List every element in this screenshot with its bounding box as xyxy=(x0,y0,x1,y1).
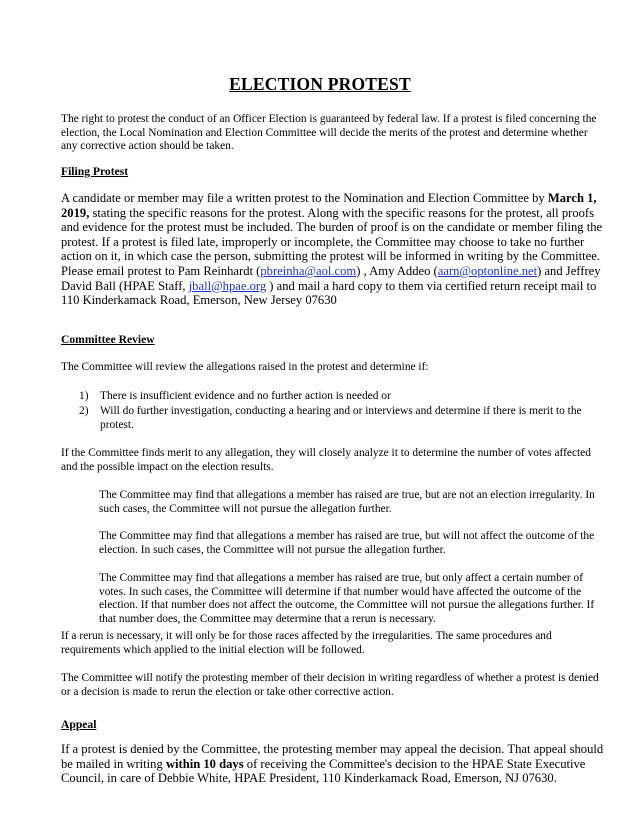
filing-deadline: March 1, 2019, xyxy=(61,191,597,220)
case-paragraph: The Committee may find that allegations a member has raised are true, but are not an election irregularity. In such cases, the Committee will not pursue the allegation further. xyxy=(99,489,595,515)
intro-paragraph: The right to protest the conduct of an Officer Election is guaranteed by federal law. If a protest is filed concerning the election, the Local Nomination and Election Committee will decide the merits of the protest and determine whether any corrective action should be taken. xyxy=(61,113,597,153)
filing-text-1: A candidate or member may file a written protest to the Nomination and Election Committee by xyxy=(61,191,548,205)
filing-protest-paragraph xyxy=(61,191,609,308)
list-number: 2) xyxy=(79,405,89,417)
list-item xyxy=(79,405,604,433)
email-link-pam[interactable]: pbreinha@aol.com xyxy=(260,263,357,278)
appeal-text-1: If a protest is denied by the Committee, the protesting member may appeal the decision. That appeal should be mailed in writing xyxy=(61,742,604,771)
merit-paragraph: If the Committee finds merit to any allegation, they will closely analyze it to determine the number of votes affected and the possible impact on the election results. xyxy=(61,447,591,473)
filing-text-2: stating the specific reasons for the protest. Along with the specific reasons for the protest, all proofs and evidence for the protest must be included. The burden of proof is on the candidate or member filing the protest. If a protest is filed late, improperly or incomplete, the Committee may choose to take no further action on it, in which case the person, submitting the protest will be informed in writing by the Committee. Please email protest to Pam Reinhardt ( xyxy=(61,205,603,278)
page-title: ELECTION PROTEST xyxy=(229,74,411,94)
list-item xyxy=(79,390,604,404)
committee-review-heading: Committee Review xyxy=(61,333,155,346)
email-link-jeffrey[interactable]: jball@hpae.org xyxy=(188,278,267,293)
filing-text-4: ) and Jeffrey David Ball (HPAE Staff, xyxy=(61,263,601,293)
filing-text-5: ) and mail a hard copy to them via certified return receipt mail to 110 Kinderkamack Road, Emerson, New Jersey 07630 xyxy=(61,278,597,308)
case-paragraph: The Committee may find that allegations a member has raised are true, but only affect a certain number of votes. In such cases, the Committee will determine if that number would have affected the outcome of the election. If that number does not affect the outcome, the Committee will not pursue the allegations further. If that number does, the Committee may determine that a rerun is necessary. xyxy=(99,572,595,625)
filing-protest-heading: Filing Protest xyxy=(61,165,129,178)
rerun-paragraph: If a rerun is necessary, it will only be for those races affected by the irregularities. The same procedures and requirements which applied to the initial election will be followed. xyxy=(61,630,552,656)
list-number: 1) xyxy=(79,390,89,402)
appeal-heading: Appeal xyxy=(61,718,97,731)
appeal-paragraph xyxy=(61,742,609,786)
list-text: Will do further investigation, conducting a hearing and or interviews and determine if there is merit to the protest. xyxy=(100,405,582,431)
review-lead: The Committee will review the allegations raised in the protest and determine if: xyxy=(61,361,429,373)
appeal-text-2: of receiving the Committee's decision to the HPAE State Executive Council, in care of Debbie White, HPAE President, 110 Kinderkamack Road, Emerson, NJ 07630. xyxy=(61,756,586,786)
notify-paragraph: The Committee will notify the protesting member of their decision in writing regardless of whether a protest is denied or a decision is made to rerun the election or take other corrective action. xyxy=(61,672,599,698)
list-text: There is insufficient evidence and no further action is needed or xyxy=(100,390,391,402)
appeal-deadline: within 10 days xyxy=(165,756,244,771)
case-paragraph: The Committee may find that allegations a member has raised are true, but will not affect the outcome of the election. In such cases, the Committee will not pursue the allegation further. xyxy=(99,530,595,556)
filing-text-3: ) , Amy Addeo ( xyxy=(356,263,438,278)
email-link-amy[interactable]: aarn@optonline.net xyxy=(437,263,538,278)
